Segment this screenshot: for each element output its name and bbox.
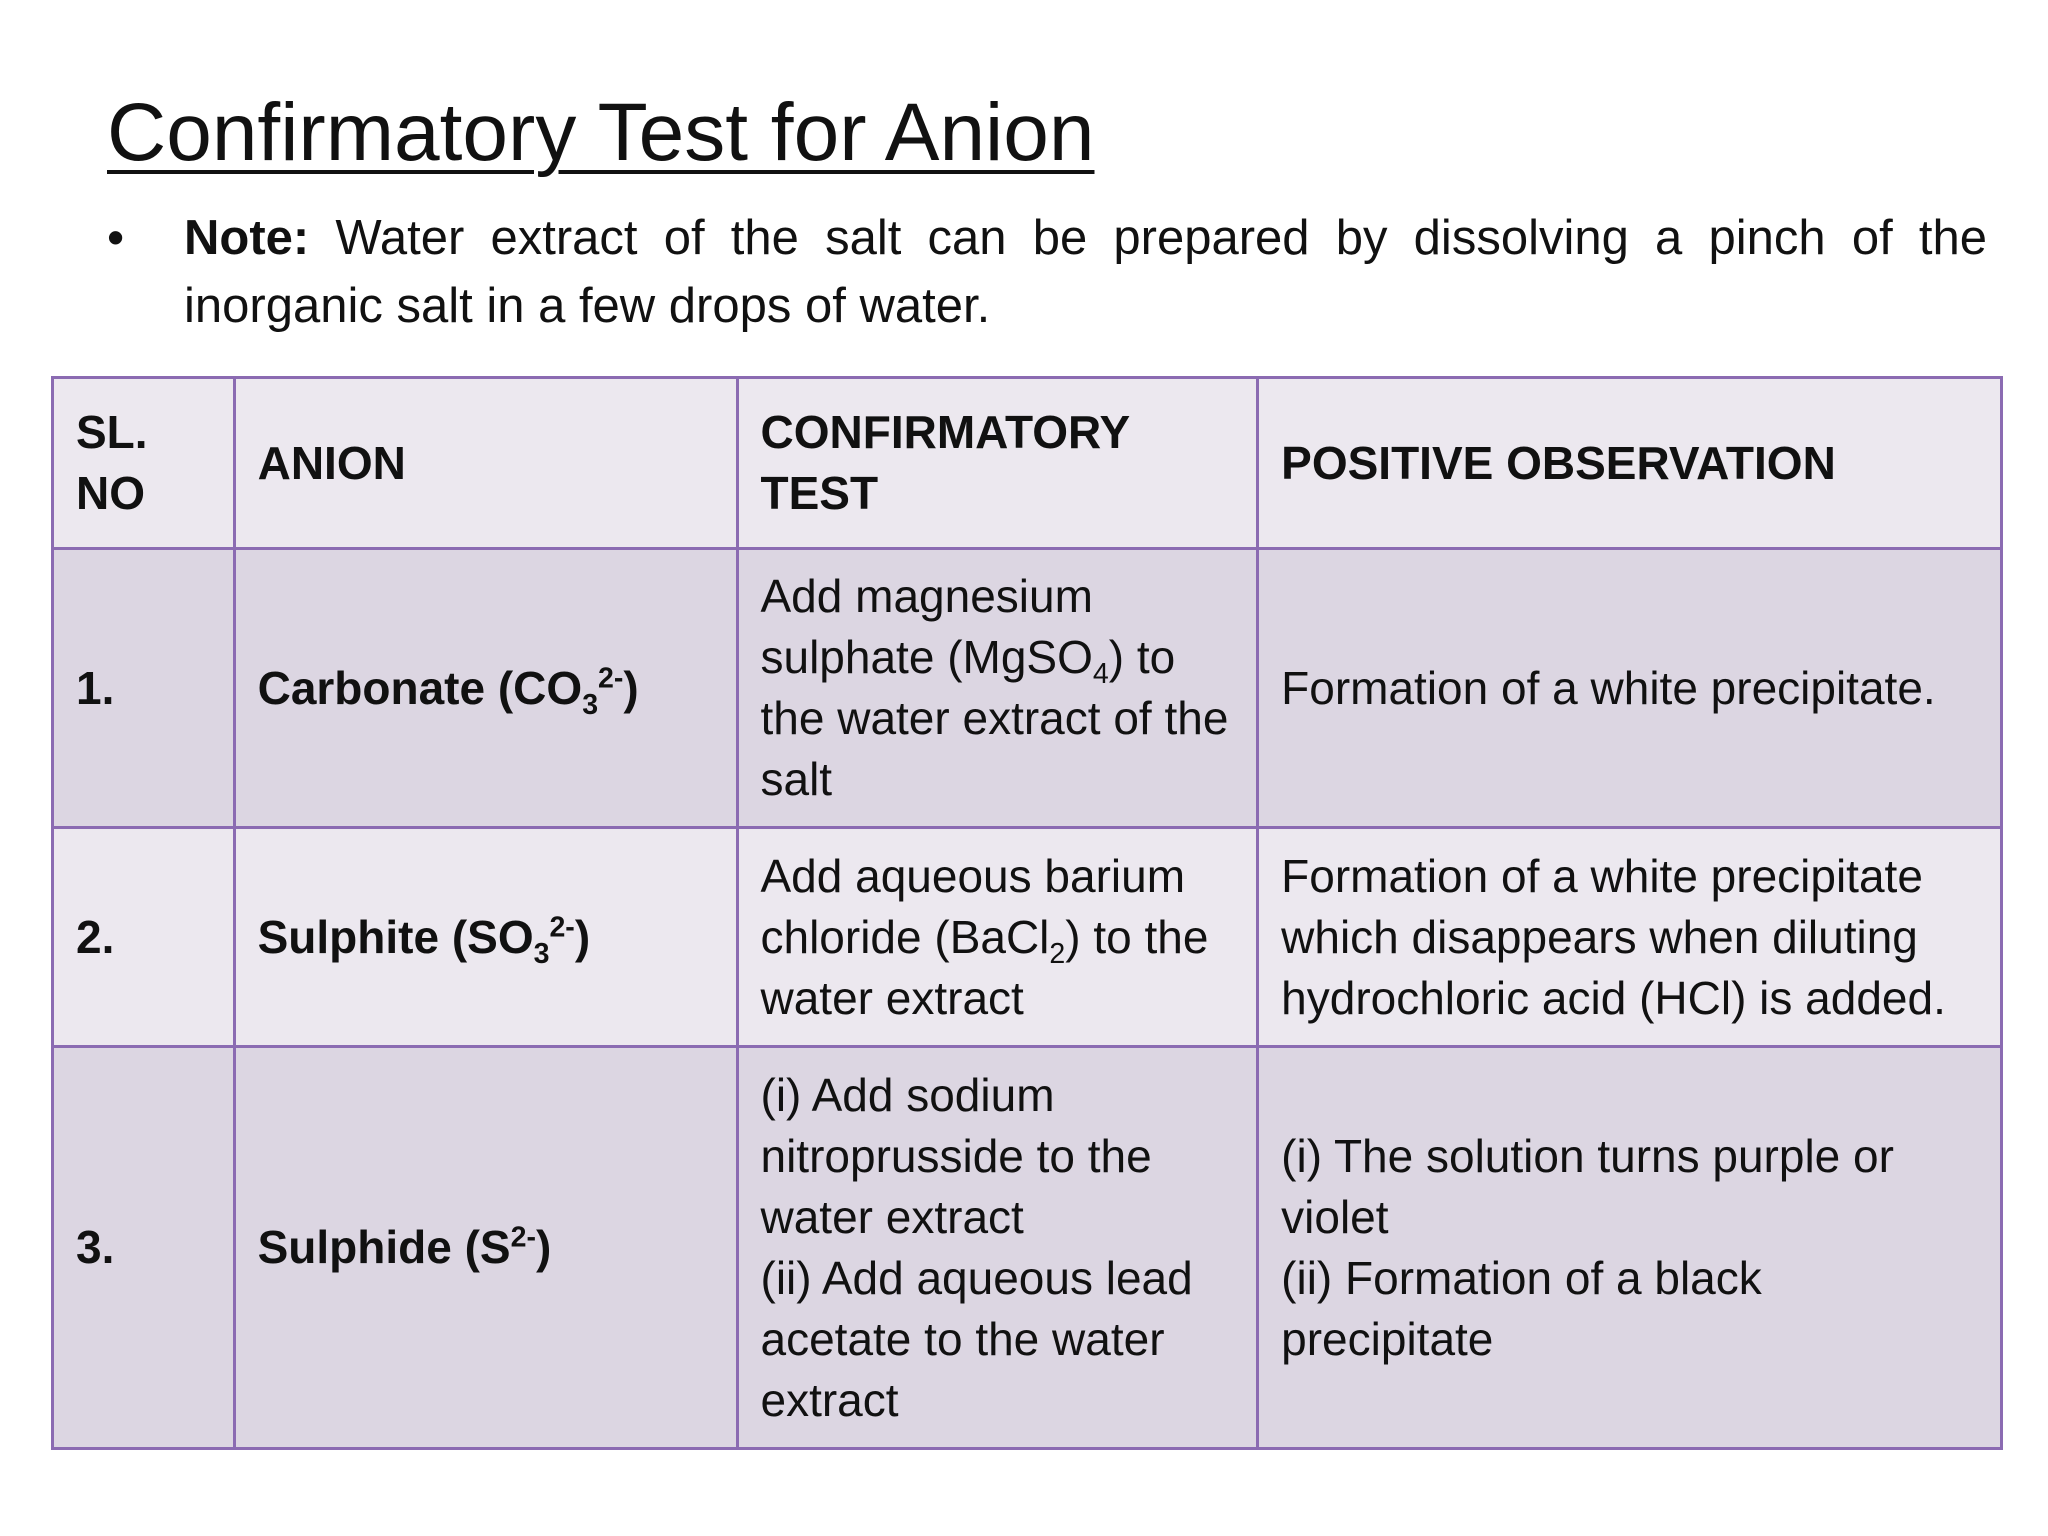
- table-row: [53, 549, 2002, 828]
- positive-observation: Formation of a white precipitate.: [1258, 549, 2002, 828]
- anion-name: Carbonate $(CO_3^{2-})$: [234, 549, 737, 828]
- observation-1: (i) The solution turns purple or violet: [1281, 1129, 1894, 1243]
- confirmatory-test: [737, 1047, 1258, 1449]
- header-anion: ANION: [234, 378, 737, 549]
- note-label: Note:: [184, 211, 310, 265]
- table-header-row: [53, 378, 2002, 549]
- positive-observation: [1258, 1047, 2002, 1449]
- sl-number: 1.: [53, 549, 235, 828]
- anion-test-table: [51, 376, 2003, 1450]
- header-sl-no: SL. NO: [53, 378, 235, 549]
- header-confirmatory-test: CONFIRMATORY TEST: [737, 378, 1258, 549]
- test-step-1: (i) Add sodium nitroprusside to the water extract: [760, 1068, 1152, 1243]
- sl-number: 3.: [53, 1047, 235, 1449]
- anion-name: Sulphite $(SO_3^{2-})$: [234, 828, 737, 1047]
- observation-2: (ii) Formation of a black precipitate: [1281, 1251, 1762, 1365]
- confirmatory-test: Add magnesium sulphate (MgSO$_4$) to the water extract of the salt: [737, 549, 1258, 828]
- table-row: [53, 828, 2002, 1047]
- header-positive-observation: POSITIVE OBSERVATION: [1258, 378, 2002, 549]
- positive-observation: Formation of a white precipitate which disappears when diluting hydrochloric acid (HCl) is added.: [1258, 828, 2002, 1047]
- note-text: [184, 204, 1987, 340]
- slide-title: Confirmatory Test for Anion: [107, 87, 1095, 178]
- anion-name: Sulphide $(S^{2-})$: [234, 1047, 737, 1449]
- confirmatory-test: Add aqueous barium chloride (BaCl$_2$) to the water extract: [737, 828, 1258, 1047]
- test-step-2: (ii) Add aqueous lead acetate to the water extract: [760, 1251, 1193, 1426]
- sl-number: 2.: [53, 828, 235, 1047]
- table-row: [53, 1047, 2002, 1449]
- note-body: Water extract of the salt can be prepared by dissolving a pinch of the inorganic salt in a few drops of water.: [184, 211, 1987, 333]
- note-bullet-item: [107, 204, 1987, 340]
- bullet-icon: •: [107, 211, 125, 265]
